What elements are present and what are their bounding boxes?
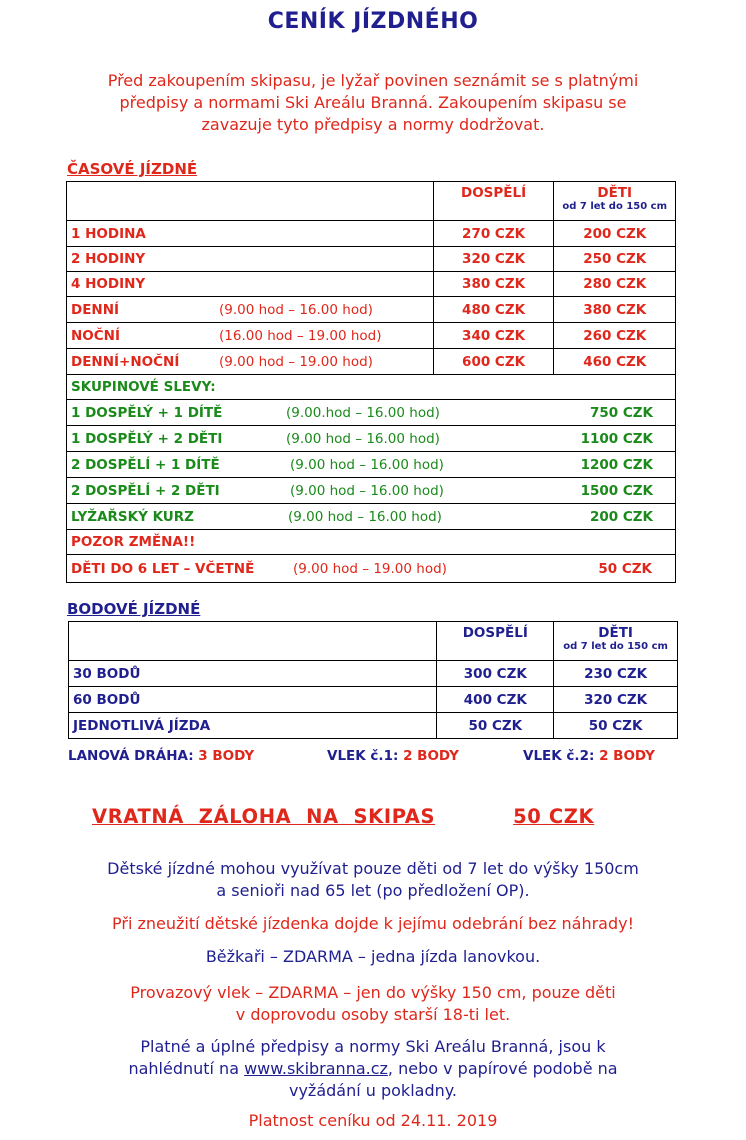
validity-note: Platnost ceníku od 24.11. 2019 bbox=[248, 1111, 498, 1130]
table-row-label bbox=[67, 297, 434, 323]
point-fares-heading: BODOVÉ JÍZDNÉ bbox=[67, 600, 201, 618]
adult-price: 400 CZK bbox=[437, 687, 554, 713]
table-row-label: 1 HODINA bbox=[67, 221, 434, 247]
group-row bbox=[67, 504, 676, 530]
note-line: a senioři nad 65 let (po předložení OP). bbox=[216, 881, 530, 900]
group-row bbox=[67, 426, 676, 452]
lift-name: LANOVÁ DRÁHA: bbox=[68, 748, 194, 764]
group-name: 2 DOSPĚLÍ + 2 DĚTI bbox=[71, 482, 220, 499]
change-warning: POZOR ZMĚNA!! bbox=[67, 530, 676, 555]
col-header-child bbox=[554, 182, 676, 221]
skipass-deposit bbox=[92, 805, 594, 828]
time-fares-heading: ČASOVÉ JÍZDNÉ bbox=[67, 160, 198, 178]
group-name: 1 DOSPĚLÝ + 1 DÍTĚ bbox=[71, 404, 223, 421]
time-fares-table bbox=[66, 181, 676, 583]
group-price: 200 CZK bbox=[589, 508, 653, 525]
adult-price: 480 CZK bbox=[433, 297, 554, 323]
group-time: (9.00 hod – 16.00 hod) bbox=[290, 456, 444, 473]
point-fares-table bbox=[68, 621, 678, 739]
fare-time: (16.00 hod – 19.00 hod) bbox=[219, 327, 382, 344]
rope-tow-note bbox=[50, 982, 696, 1026]
table-row-label: JEDNOTLIVÁ JÍZDA bbox=[69, 713, 437, 739]
lift-name: VLEK č.1: bbox=[327, 748, 399, 764]
adult-price: 380 CZK bbox=[433, 272, 554, 297]
group-row bbox=[67, 478, 676, 504]
deposit-label: VRATNÁ ZÁLOHA NA SKIPAS bbox=[92, 805, 436, 828]
deposit-price: 50 CZK bbox=[513, 805, 595, 828]
group-name: 1 DOSPĚLÝ + 2 DĚTI bbox=[71, 430, 223, 447]
intro-line: Před zakoupením skipasu, je lyžař povinen seznámit se s platnými bbox=[107, 71, 639, 90]
col-header-child-label: DĚTI bbox=[597, 185, 633, 201]
note-text: , nebo v papírové podobě na bbox=[387, 1059, 618, 1078]
kids-label: DĚTI DO 6 LET – VČETNĚ bbox=[71, 560, 255, 577]
group-name: 2 DOSPĚLÍ + 1 DÍTĚ bbox=[71, 456, 220, 473]
group-time: (9.00.hod – 16.00 hod) bbox=[286, 404, 440, 421]
group-time: (9.00 hod – 16.00 hod) bbox=[286, 430, 440, 447]
child-price: 200 CZK bbox=[554, 221, 676, 247]
child-price: 260 CZK bbox=[554, 323, 676, 349]
child-price: 380 CZK bbox=[554, 297, 676, 323]
note-line: vyžádání u pokladny. bbox=[288, 1081, 458, 1100]
lift-cable-car bbox=[68, 748, 254, 764]
col-header-adult: DOSPĚLÍ bbox=[433, 182, 554, 221]
group-price: 1100 CZK bbox=[580, 430, 653, 447]
child-price: 460 CZK bbox=[554, 349, 676, 375]
intro-text bbox=[60, 70, 686, 136]
adult-price: 340 CZK bbox=[433, 323, 554, 349]
adult-price: 300 CZK bbox=[437, 661, 554, 687]
lift-points: 2 BODY bbox=[403, 748, 459, 764]
kids-free-row bbox=[67, 555, 676, 583]
rules-note bbox=[50, 1036, 696, 1102]
table-row-label: 60 BODŮ bbox=[69, 687, 437, 713]
page-title: CENÍK JÍZDNÉHO bbox=[267, 9, 479, 34]
lift-points: 3 BODY bbox=[198, 748, 255, 764]
group-price: 750 CZK bbox=[589, 404, 653, 421]
note-text: nahlédnutí na bbox=[128, 1059, 245, 1078]
table-row-label: 4 HODINY bbox=[67, 272, 434, 297]
child-price: 230 CZK bbox=[554, 661, 678, 687]
child-fare-note bbox=[50, 858, 696, 902]
website-link[interactable]: www.skibranna.cz bbox=[244, 1059, 388, 1078]
note-line: Provazový vlek – ZDARMA – jen do výšky 150 cm, pouze děti bbox=[130, 983, 616, 1002]
col-header-child-sub: od 7 let do 150 cm bbox=[562, 201, 668, 212]
group-time: (9.00 hod – 16.00 hod) bbox=[290, 482, 444, 499]
table-row-label: 2 HODINY bbox=[67, 247, 434, 272]
child-price: 280 CZK bbox=[554, 272, 676, 297]
adult-price: 50 CZK bbox=[437, 713, 554, 739]
group-row bbox=[67, 452, 676, 478]
col-header-child-sub: od 7 let do 150 cm bbox=[563, 641, 668, 652]
group-price: 1500 CZK bbox=[580, 482, 653, 499]
group-discounts-heading: SKUPINOVÉ SLEVY: bbox=[67, 375, 676, 400]
lift-tow-2 bbox=[523, 748, 655, 764]
child-price: 250 CZK bbox=[554, 247, 676, 272]
table-row-label bbox=[67, 323, 434, 349]
group-time: (9.00 hod – 16.00 hod) bbox=[288, 508, 442, 525]
fare-name: DENNÍ+NOČNÍ bbox=[71, 353, 180, 370]
fare-name: NOČNÍ bbox=[71, 327, 121, 344]
col-header-child bbox=[554, 622, 678, 661]
group-name: LYŽAŘSKÝ KURZ bbox=[71, 508, 194, 525]
intro-line: předpisy a normami Ski Areálu Branná. Zakoupením skipasu se bbox=[119, 93, 627, 112]
kids-price: 50 CZK bbox=[598, 560, 652, 577]
note-line: v doprovodu osoby starší 18-ti let. bbox=[235, 1005, 511, 1024]
lift-points: 2 BODY bbox=[599, 748, 655, 764]
lift-tow-1 bbox=[327, 748, 459, 764]
lift-name: VLEK č.2: bbox=[523, 748, 595, 764]
group-price: 1200 CZK bbox=[580, 456, 653, 473]
adult-price: 600 CZK bbox=[433, 349, 554, 375]
table-header-blank bbox=[69, 622, 437, 661]
group-row bbox=[67, 400, 676, 426]
misuse-note: Při zneužití dětské jízdenka dojde k jejímu odebrání bez náhrady! bbox=[112, 914, 634, 933]
intro-line: zavazuje tyto předpisy a normy dodržovat. bbox=[201, 115, 545, 134]
cross-country-note: Běžkaři – ZDARMA – jedna jízda lanovkou. bbox=[205, 947, 541, 966]
table-header-blank bbox=[67, 182, 434, 221]
adult-price: 320 CZK bbox=[433, 247, 554, 272]
fare-time: (9.00 hod – 16.00 hod) bbox=[219, 301, 373, 318]
note-line: Platné a úplné předpisy a normy Ski Areálu Branná, jsou k bbox=[140, 1037, 606, 1056]
col-header-child-label: DĚTI bbox=[598, 625, 633, 641]
table-row-label bbox=[67, 349, 434, 375]
kids-time: (9.00 hod – 19.00 hod) bbox=[293, 560, 447, 577]
table-row-label: 30 BODŮ bbox=[69, 661, 437, 687]
fare-time: (9.00 hod – 19.00 hod) bbox=[219, 353, 373, 370]
col-header-adult: DOSPĚLÍ bbox=[437, 622, 554, 661]
note-line: Dětské jízdné mohou využívat pouze děti od 7 let do výšky 150cm bbox=[107, 859, 639, 878]
child-price: 50 CZK bbox=[554, 713, 678, 739]
note-line bbox=[50, 1058, 696, 1080]
fare-name: DENNÍ bbox=[71, 301, 120, 318]
child-price: 320 CZK bbox=[554, 687, 678, 713]
adult-price: 270 CZK bbox=[433, 221, 554, 247]
